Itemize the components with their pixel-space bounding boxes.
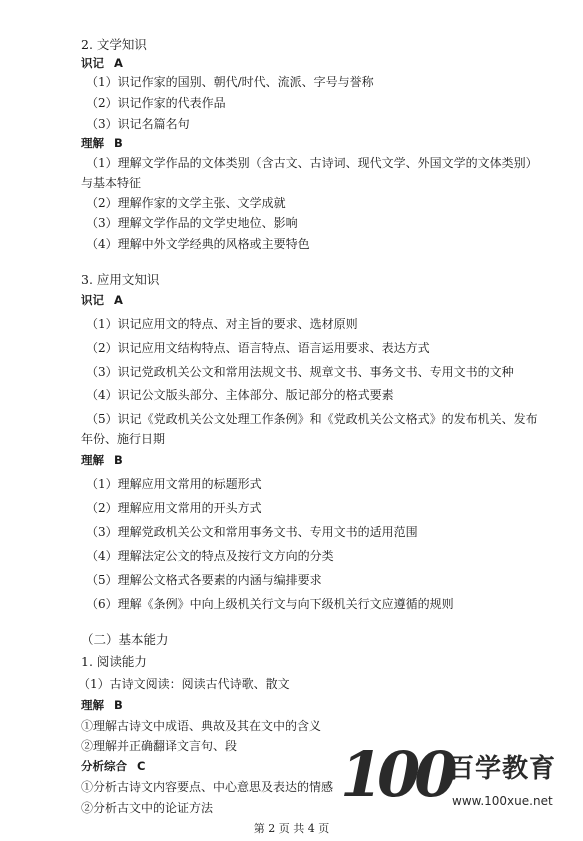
line-text: （5）识记《党政机关公文处理工作条例》和《党政机关公文格式》的发布机关、发布 [86, 412, 538, 426]
line-text: 3. 应用文知识 [81, 272, 160, 287]
line-text: （2）识记应用文结构特点、语言特点、语言运用要求、表达方式 [86, 341, 430, 355]
text-line [86, 195, 286, 211]
level-grade: C [137, 759, 146, 773]
brand-logo [340, 740, 580, 820]
level-label [81, 292, 123, 308]
section-heading [81, 272, 159, 288]
text-line [86, 116, 190, 132]
text-line [86, 364, 514, 380]
text-line [86, 548, 334, 564]
page-footer: 第 2 页 共 4 页 [253, 822, 330, 835]
text-line [86, 411, 538, 427]
level-grade: A [114, 293, 123, 307]
logo-number: 100 [340, 738, 452, 811]
level-grade: B [114, 698, 123, 712]
text-line [81, 431, 165, 447]
line-text: （3）识记党政机关公文和常用法规文书、规章文书、事务文书、专用文书的文种 [86, 365, 514, 379]
line-text: ①分析古诗文内容要点、中心意思及表达的情感 [81, 780, 334, 794]
text-line [86, 316, 358, 332]
level-label [81, 452, 123, 468]
text-line [86, 95, 226, 111]
section-heading [81, 37, 147, 53]
line-text: （3）理解党政机关公文和常用事务文书、专用文书的适用范围 [86, 525, 418, 539]
level-label [81, 55, 123, 71]
text-line [86, 572, 322, 588]
text-line [81, 175, 141, 191]
level-label [81, 135, 123, 151]
line-text: ①理解古诗文中成语、典故及其在文中的含义 [81, 719, 322, 733]
line-text: （二）基本能力 [81, 632, 169, 647]
line-text: 理解 [81, 136, 104, 150]
line-text: （3）理解文学作品的文学史地位、影响 [86, 216, 298, 230]
section-heading [81, 632, 169, 648]
line-text: （6）理解《条例》中向上级机关行文与向下级机关行文应遵循的规则 [86, 597, 454, 611]
text-line [81, 800, 213, 816]
line-text: （2）理解作家的文学主张、文学成就 [86, 196, 286, 210]
line-text: （2）识记作家的代表作品 [86, 96, 226, 110]
level-grade: B [114, 136, 123, 150]
line-text: （4）识记公文版头部分、主体部分、版记部分的格式要素 [86, 388, 394, 402]
line-text: （1）古诗文阅读：阅读古代诗歌、散文 [78, 677, 290, 691]
line-text: 理解 [81, 453, 104, 467]
level-grade: A [114, 56, 123, 70]
line-text: 识记 [81, 56, 104, 70]
text-line [86, 215, 298, 231]
text-line [86, 596, 454, 612]
line-text: 1. 阅读能力 [81, 654, 147, 669]
line-text: 与基本特征 [81, 176, 142, 190]
text-line [86, 74, 374, 90]
line-text: （1）识记应用文的特点、对主旨的要求、选材原则 [86, 317, 358, 331]
line-text: （4）理解法定公文的特点及按行文方向的分类 [86, 549, 334, 563]
text-line [78, 676, 290, 692]
line-text: （3）识记名篇名句 [86, 117, 190, 131]
text-line [86, 476, 262, 492]
line-text: ②分析古文中的论证方法 [81, 801, 214, 815]
line-text: （5）理解公文格式各要素的内涵与编排要求 [86, 573, 322, 587]
text-line [86, 236, 310, 252]
line-text: （1）理解文学作品的文体类别（含古文、古诗词、现代文学、外国文学的文体类别） [86, 156, 538, 170]
line-text: 分析综合 [81, 759, 127, 773]
text-line [81, 718, 321, 734]
line-text: （1）识记作家的国别、朝代/时代、流派、字号与誉称 [86, 75, 374, 89]
line-text: ②理解并正确翻译文言句、段 [81, 739, 238, 753]
level-grade: B [114, 453, 123, 467]
text-line [86, 387, 394, 403]
line-text: 2. 文学知识 [81, 37, 147, 52]
text-line [81, 738, 237, 754]
level-label [81, 697, 123, 713]
section-heading [81, 654, 147, 670]
text-line [86, 500, 262, 516]
line-text: 识记 [81, 293, 104, 307]
text-line [81, 779, 333, 795]
line-text: （4）理解中外文学经典的风格或主要特色 [86, 237, 310, 251]
logo-name: 百学教育 [448, 754, 557, 784]
line-text: 年份、施行日期 [81, 432, 166, 446]
text-line [86, 340, 430, 356]
line-text: （2）理解应用文常用的开头方式 [86, 501, 262, 515]
logo-url: www.100xue.net [452, 794, 553, 808]
text-line [86, 155, 538, 171]
line-text: 理解 [81, 698, 104, 712]
line-text: （1）理解应用文常用的标题形式 [86, 477, 262, 491]
level-label [81, 758, 145, 774]
text-line [86, 524, 418, 540]
